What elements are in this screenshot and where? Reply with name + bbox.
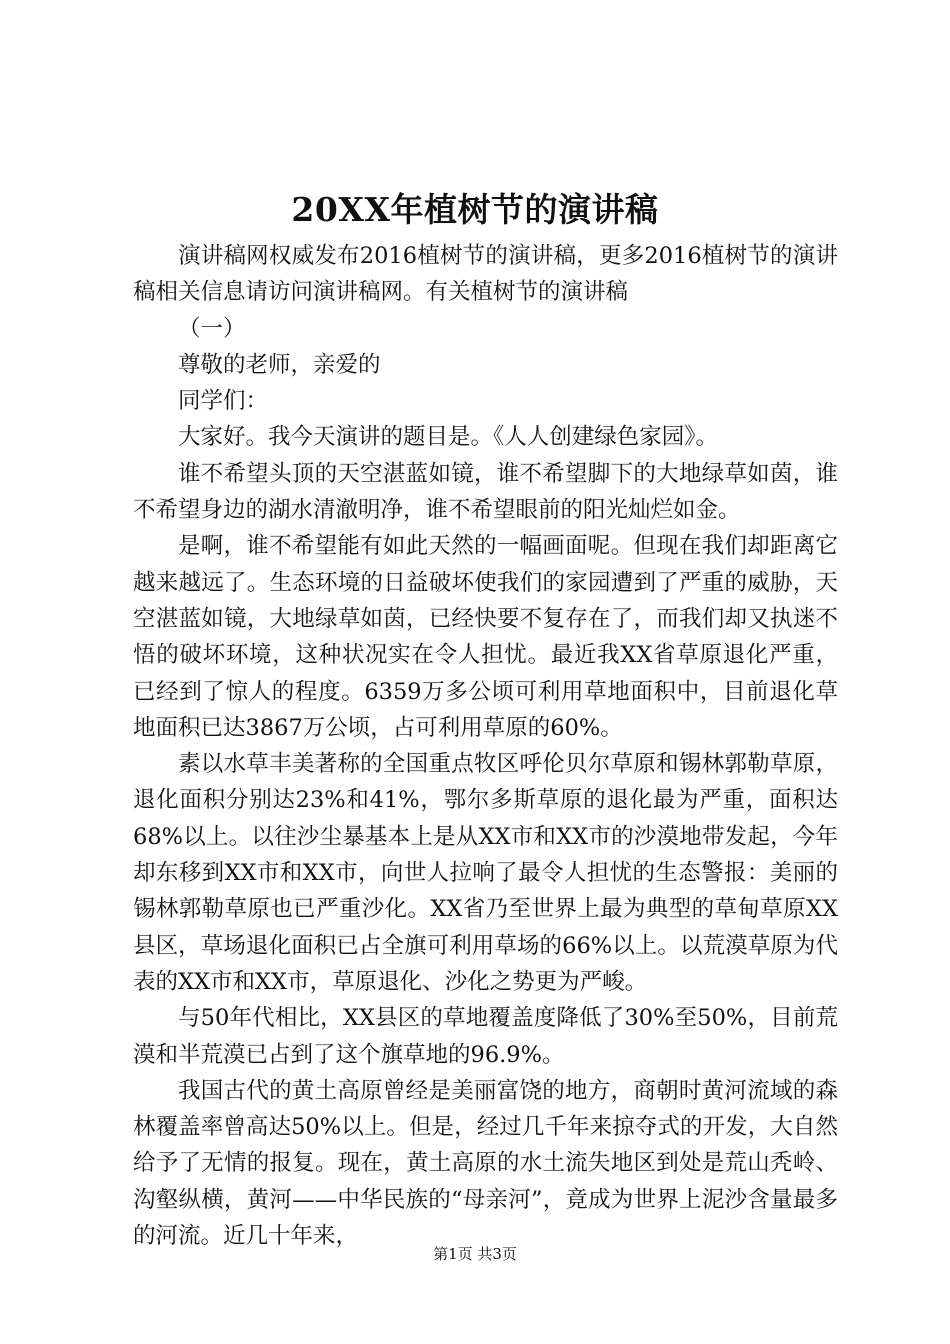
paragraph-greeting: 大家好。我今天演讲的题目是。《人人创建绿色家园》。 [178, 424, 719, 451]
paragraph-section-number: （一） [178, 315, 246, 342]
paragraph-body: 谁不希望头顶的天空湛蓝如镜，谁不希望脚下的大地绿草如茵，谁不希望身边的湖水清澈明净，谁不希望眼前的阳光灿烂如金。 [133, 460, 838, 524]
page-footer: 第1页 共3页 [433, 1245, 517, 1263]
document-title: 20XX年植树节的演讲稿 [291, 190, 659, 229]
paragraph-salutation-cont: 同学们： [178, 388, 269, 415]
paragraph-body: 是啊，谁不希望能有如此天然的一幅画面呢。但现在我们却距离它越来越远了。生态环境的日益破坏使我们的家园遭到了严重的威胁，天空湛蓝如镜，大地绿草如茵，已经快要不复存在了，而我们却又执迷不悟的破坏环境，这种状况实在令人担忧。最近我XX省草原退化严重，已经到了惊人的程度。6359万多公顷可利用草地面积中，目前退化草地面积已达3867万公顷，占可利用草原的60%。 [133, 533, 838, 741]
document-body [133, 238, 838, 1254]
paragraph-body: 与50年代相比，XX县区的草地覆盖度降低了30%至50%，目前荒漠和半荒漠已占到了这个旗草地的96.9%。 [133, 1005, 838, 1068]
paragraph-body: 素以水草丰美著称的全国重点牧区呼伦贝尔草原和锡林郭勒草原，退化面积分别达23%和41%，鄂尔多斯草原的退化最为严重，面积达68%以上。以往沙尘暴基本上是从XX市和XX市的沙漠地带发起，今年却东移到XX市和XX市，向世人拉响了最令人担忧的生态警报：美丽的锡林郭勒草原也已严重沙化。XX省乃至世界上最为典型的草甸草原XX县区，草场退化面积已占全旗可利用草场的66%以上。以荒漠草原为代表的XX市和XX市，草原退化、沙化之势更为严峻。 [133, 751, 838, 995]
paragraph-body: 我国古代的黄土高原曾经是美丽富饶的地方，商朝时黄河流域的森林覆盖率曾高达50%以上。但是，经过几千年来掠夺式的开发，大自然给予了无情的报复。现在，黄土高原的水土流失地区到处是荒山秃岭、沟壑纵横，黄河——中华民族的“母亲河”，竟成为世界上泥沙含量最多的河流。近几十年来， [133, 1077, 838, 1250]
paragraph-intro: 演讲稿网权威发布2016植树节的演讲稿，更多2016植树节的演讲稿相关信息请访问演讲稿网。有关植树节的演讲稿 [133, 243, 838, 306]
paragraph-salutation: 尊敬的老师，亲爱的 [178, 351, 381, 378]
